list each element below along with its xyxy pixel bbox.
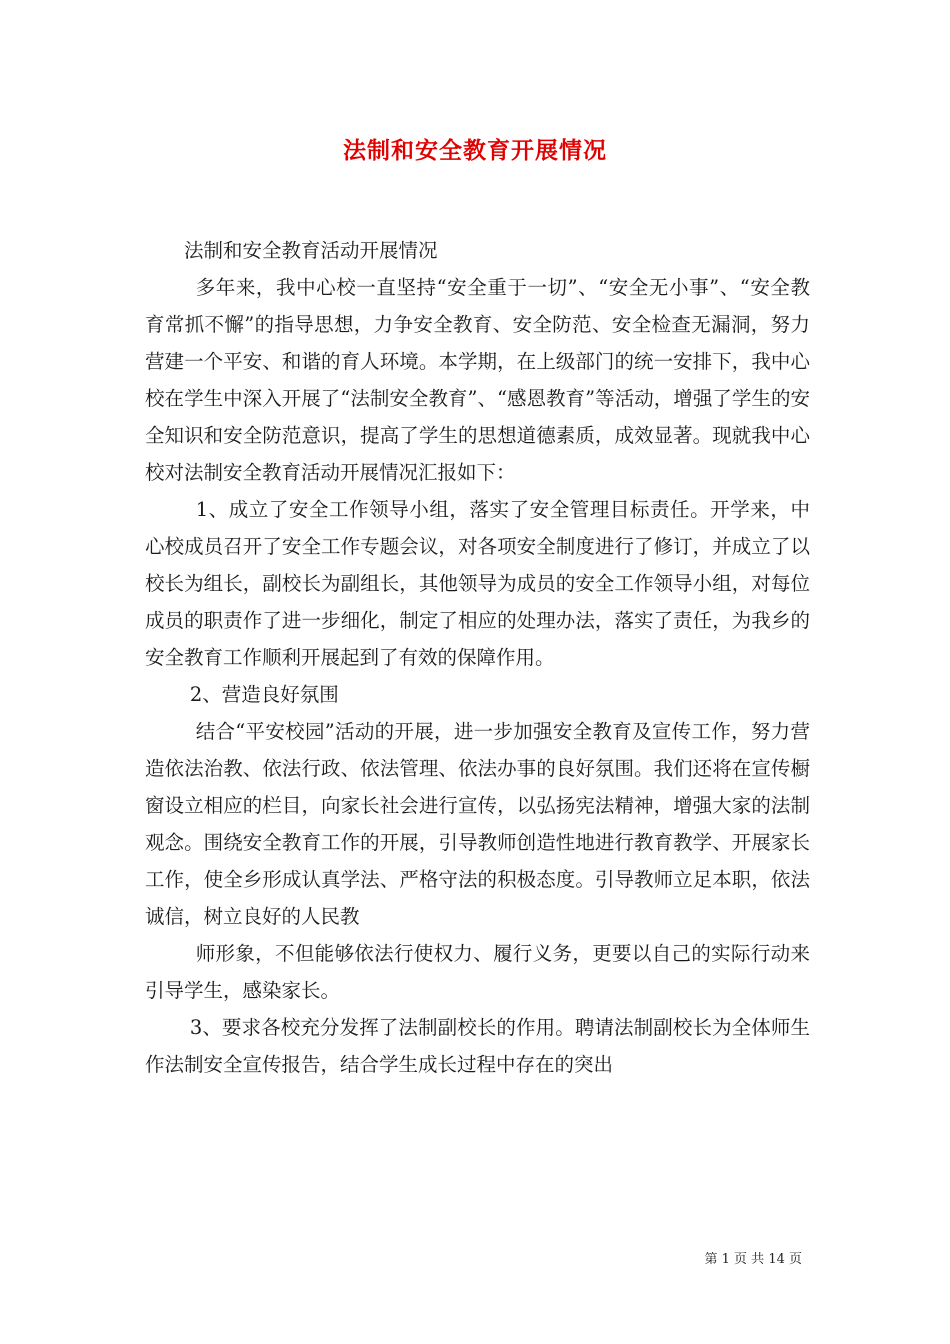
paragraph-item-2-heading: 2、营造良好氛围 xyxy=(189,683,339,706)
document-body xyxy=(145,232,810,1083)
paragraph-item-3: 3、要求各校充分发挥了法制副校长的作用。聘请法制副校长为全体师生作法制安全宣传报告，结合学生成长过程中存在的突出 xyxy=(145,1016,810,1076)
document-title: 法制和安全教育开展情况 xyxy=(343,137,607,164)
paragraph-subtitle: 法制和安全教育活动开展情况 xyxy=(184,239,438,262)
page-number: 第 1 页 共 14 页 xyxy=(704,1252,802,1267)
paragraph-intro: 多年来，我中心校一直坚持“安全重于一切”、“安全无小事”、“安全教育常抓不懈”的指导思想，力争安全教育、安全防范、安全检查无漏洞，努力营建一个平安、和谐的育人环境。本学期，在上级部门的统一安排下，我中心校在学生中深入开展了“法制安全教育”、“感恩教育”等活动，增强了学生的安全知识和安全防范意识，提高了学生的思想道德素质，成效显著。现就我中心校对法制安全教育活动开展情况汇报如下： xyxy=(145,276,810,484)
paragraph-item-1: 1、成立了安全工作领导小组，落实了安全管理目标责任。开学来，中心校成员召开了安全工作专题会议，对各项安全制度进行了修订，并成立了以校长为组长，副校长为副组长，其他领导为成员的安全工作领导小组，对每位成员的职责作了进一步细化，制定了相应的处理办法，落实了责任，为我乡的安全教育工作顺利开展起到了有效的保障作用。 xyxy=(145,498,810,669)
paragraph-item-2-cont: 师形象，不但能够依法行使权力、履行义务，更要以自己的实际行动来引导学生，感染家长。 xyxy=(145,942,810,1002)
paragraph-item-2-body: 结合“平安校园”活动的开展，进一步加强安全教育及宣传工作，努力营造依法治教、依法行政、依法管理、依法办事的良好氛围。我们还将在宣传橱窗设立相应的栏目，向家长社会进行宣传，以弘扬宪法精神，增强大家的法制观念。围绕安全教育工作的开展，引导教师创造性地进行教育教学、开展家长工作，使全乡形成认真学法、严格守法的积极态度。引导教师立足本职，依法诚信，树立良好的人民教 xyxy=(145,720,810,928)
